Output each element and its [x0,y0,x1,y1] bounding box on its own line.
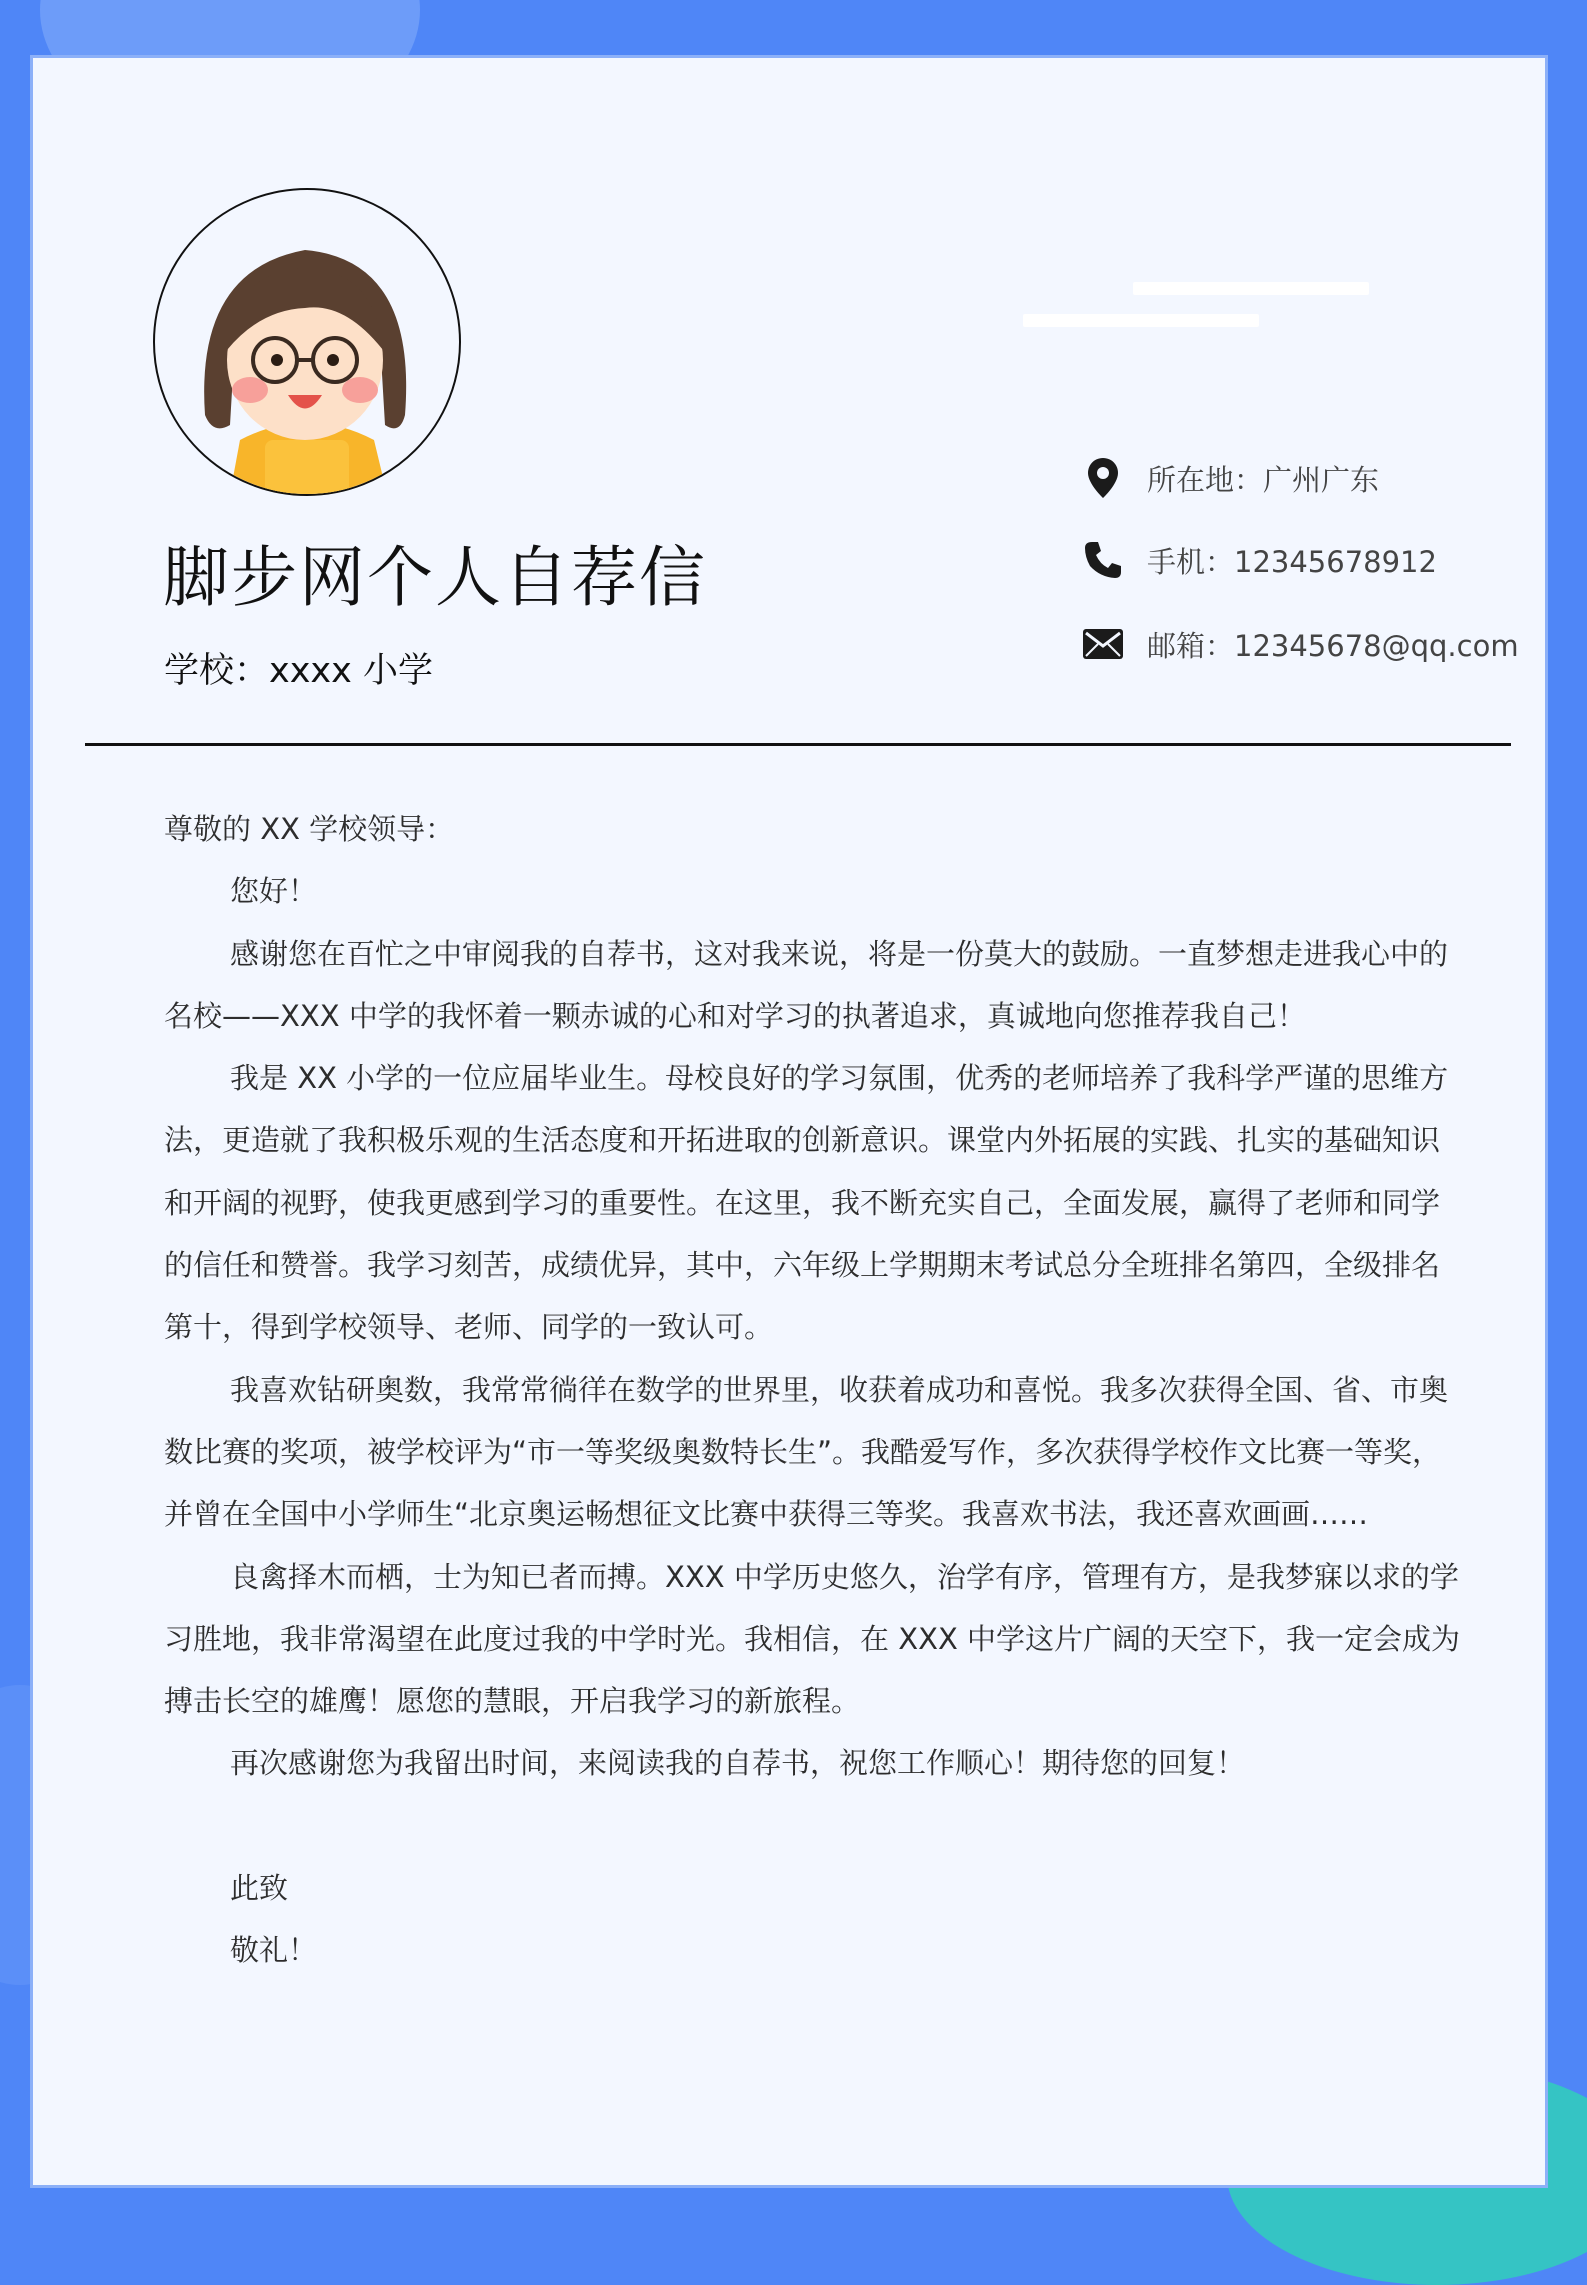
letter-paragraph: 感谢您在百忙之中审阅我的自荐书，这对我来说，将是一份莫大的鼓励。一直梦想走进我心中的名校——XXX 中学的我怀着一颗赤诚的心和对学习的执著追求，真诚地向您推荐我自己！ [164,936,1449,1033]
letter-closing: 此致 [230,1870,289,1905]
phone-icon [1081,538,1125,582]
contact-email [1081,622,1519,666]
letter-closing: 敬礼！ [230,1933,318,1968]
letter-paragraph: 我喜欢钻研奥数，我常常徜徉在数学的世界里，收获着成功和喜悦。我多次获得全国、省、市奥数比赛的奖项，被学校评为“市一等奖级奥数特长生”。我酷爱写作，多次获得学校作文比赛一等奖，并曾在全国中小学师生“北京奥运畅想征文比赛中获得三等奖。我喜欢书法，我还喜欢画画…… [164,1372,1449,1532]
location-pin-icon [1081,456,1125,500]
contact-location [1081,456,1379,500]
letter-salutation: 尊敬的 XX 学校领导： [164,812,455,846]
letter-paragraph: 我是 XX 小学的一位应届毕业生。母校良好的学习氛围，优秀的老师培养了我科学严谨的思维方法，更造就了我积极乐观的生活态度和开拓进取的创新意识。课堂内外拓展的实践、扎实的基础知识和开阔的视野，使我更感到学习的重要性。在这里，我不断充实自己，全面发展，赢得了老师和同学的信任和赞誉。我学习刻苦，成绩优异，其中，六年级上学期期末考试总分全班排名第四，全级排名第十，得到学校领导、老师、同学的一致认可。 [164,1061,1449,1345]
decorative-line [1023,314,1259,327]
letter-body [164,798,1464,1981]
decorative-line [1133,282,1369,295]
letter-greeting: 您好！ [230,874,318,909]
letter-paragraph: 再次感谢您为我留出时间，来阅读我的自荐书，祝您工作顺心！期待您的回复！ [230,1746,1246,1781]
girl-avatar-icon [155,190,459,494]
contact-location-text: 所在地：广州广东 [1147,462,1380,497]
school-name: 学校：xxxx 小学 [164,651,433,691]
mail-icon [1081,622,1125,666]
contact-phone [1081,538,1437,582]
contact-phone-text: 手机：12345678912 [1147,544,1437,579]
spacer [164,1795,1464,1857]
contact-email-text: 邮箱：12345678@qq.com [1147,628,1519,663]
page-title: 脚步网个人自荐信 [163,539,707,616]
header-divider [85,743,1511,746]
letter-paragraph: 良禽择木而栖，士为知已者而搏。XXX 中学历史悠久，治学有序，管理有方，是我梦寐以求的学习胜地，我非常渴望在此度过我的中学时光。我相信，在 XXX 中学这片广阔的天空下，我一定会成为搏击长空的雄鹰！愿您的慧眼，开启我学习的新旅程。 [164,1559,1461,1719]
letter-page [30,55,1548,2188]
avatar [153,188,461,496]
